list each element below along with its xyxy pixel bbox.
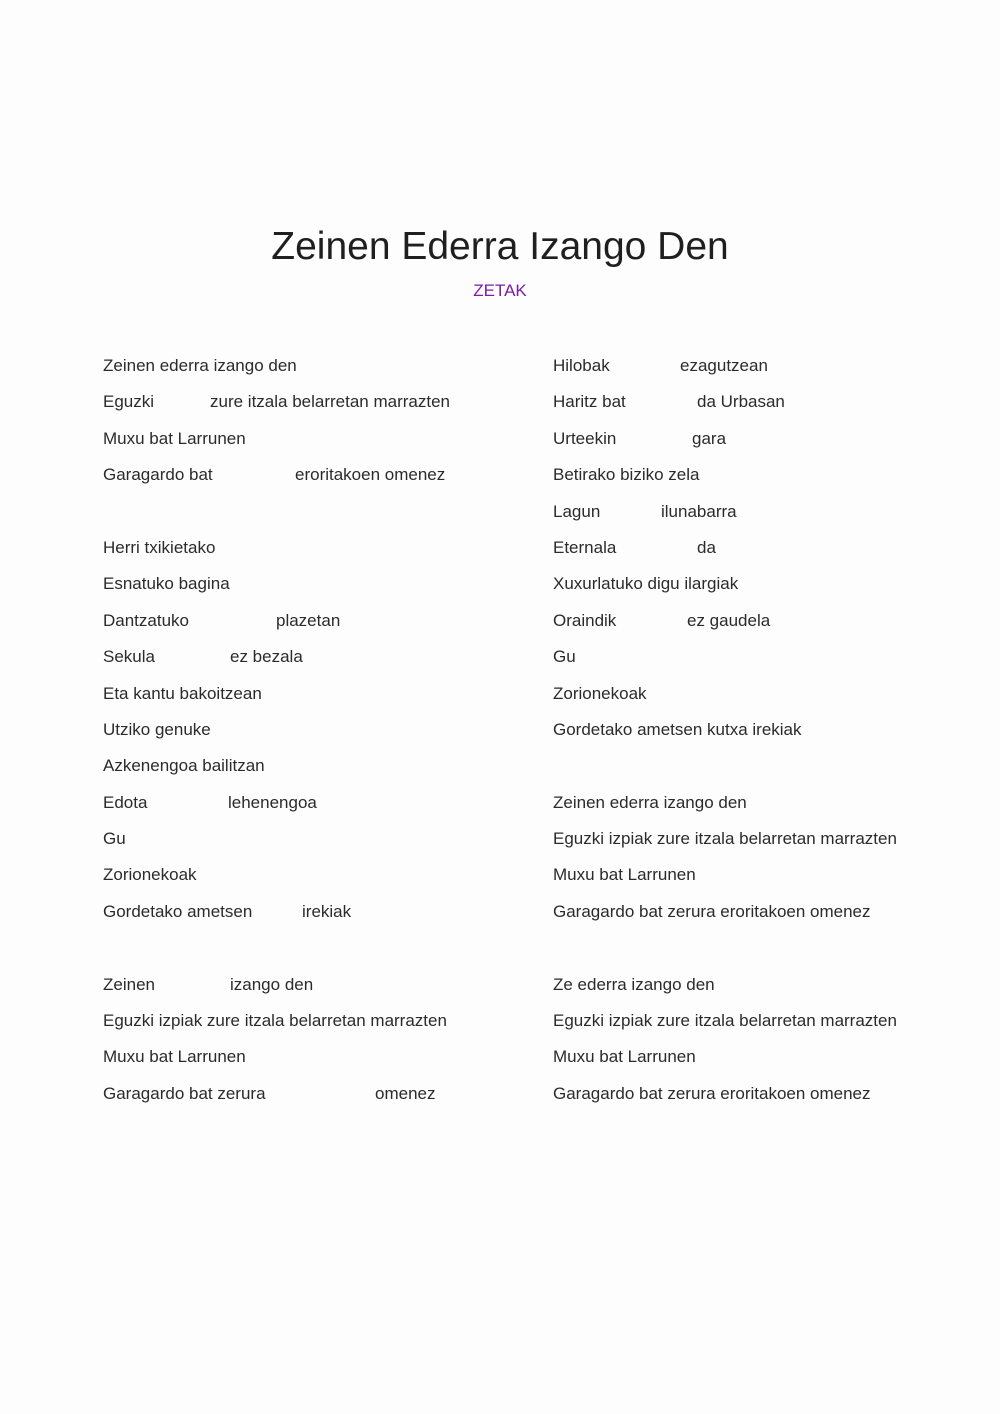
lyric-line: [103, 610, 523, 646]
lyric-spacer: [103, 937, 523, 973]
lyric-line: [103, 1046, 523, 1082]
lyric-text-after-gap: irekiak: [302, 901, 352, 921]
lyric-line: [553, 573, 973, 609]
lyric-text: Herri txikietako: [103, 537, 216, 557]
lyric-line: [103, 464, 523, 500]
lyric-line: [553, 864, 973, 900]
artist-name: ZETAK: [473, 281, 527, 300]
lyric-line: [553, 1010, 973, 1046]
lyric-line: [103, 1010, 523, 1046]
lyric-text: Gordetako ametsen kutxa irekiak: [553, 719, 802, 739]
lyric-line: [553, 901, 973, 937]
lyric-text: Haritz bat: [553, 392, 626, 412]
lyric-text: Dantzatuko: [103, 610, 189, 630]
lyric-line: [103, 428, 523, 464]
lyric-line: [553, 828, 973, 864]
lyric-line: [553, 428, 973, 464]
lyric-text: Gu: [553, 647, 576, 667]
lyric-line: [553, 1083, 973, 1119]
lyric-line: [103, 391, 523, 427]
lyric-text: Muxu bat Larrunen: [553, 865, 696, 885]
lyric-line: [553, 974, 973, 1010]
lyric-text: Muxu bat Larrunen: [553, 1047, 696, 1067]
lyric-text: Eguzki izpiak zure itzala belarretan marrazten: [103, 1011, 447, 1031]
lyric-text-after-gap: gara: [692, 428, 727, 448]
lyric-text: Urteekin: [553, 428, 617, 448]
lyric-text: Esnatuko bagina: [103, 574, 230, 594]
lyric-line: [103, 901, 523, 937]
lyric-line: [103, 1083, 523, 1119]
lyric-text: Lagun: [553, 501, 601, 521]
lyric-line: [553, 501, 973, 537]
lyric-line: [103, 646, 523, 682]
lyric-line: [553, 792, 973, 828]
lyric-line: [553, 391, 973, 427]
lyric-spacer: [553, 937, 973, 973]
lyric-text-after-gap: da: [697, 537, 716, 557]
lyric-line: [103, 719, 523, 755]
lyric-text: Xuxurlatuko digu ilargiak: [553, 574, 739, 594]
lyric-line: [103, 537, 523, 573]
lyric-text: Garagardo bat zerura eroritakoen omenez: [553, 1083, 871, 1103]
lyric-text: Zorionekoak: [553, 683, 647, 703]
lyric-text: Garagardo bat zerura: [103, 1083, 266, 1103]
lyric-line: [103, 683, 523, 719]
lyric-text-after-gap: izango den: [230, 974, 314, 994]
lyrics-column-left: [103, 355, 523, 1119]
lyric-line: [103, 573, 523, 609]
lyric-line: [553, 610, 973, 646]
lyric-text: Gordetako ametsen: [103, 901, 253, 921]
lyric-line: [103, 755, 523, 791]
lyric-text-after-gap: lehenengoa: [228, 792, 317, 812]
lyric-text-after-gap: ilunabarra: [661, 501, 737, 521]
lyric-text: Zeinen: [103, 974, 155, 994]
lyric-line: [553, 464, 973, 500]
lyric-line: [553, 683, 973, 719]
lyric-line: [553, 646, 973, 682]
lyric-text: Hilobak: [553, 356, 610, 375]
lyric-line: [103, 864, 523, 900]
lyric-text-after-gap: ezagutzean: [680, 356, 768, 375]
lyric-text-after-gap: ez gaudela: [687, 610, 771, 630]
lyric-line: [103, 792, 523, 828]
song-title: Zeinen Ederra Izango Den: [271, 225, 729, 268]
lyric-text: Zorionekoak: [103, 865, 197, 885]
lyric-text: Eguzki izpiak zure itzala belarretan marrazten: [553, 1011, 897, 1031]
lyric-text: Edota: [103, 792, 148, 812]
lyric-text-after-gap: zure itzala belarretan marrazten: [210, 392, 451, 412]
lyric-text: Sekula: [103, 647, 155, 667]
lyric-text-after-gap: da Urbasan: [697, 392, 785, 412]
lyric-text: Garagardo bat zerura eroritakoen omenez: [553, 901, 871, 921]
lyric-text-after-gap: ez bezala: [230, 647, 303, 667]
lyric-line: [553, 537, 973, 573]
lyric-line: [553, 1046, 973, 1082]
lyric-text: Eguzki: [103, 392, 155, 412]
lyric-line: [103, 355, 523, 391]
lyric-text-after-gap: omenez: [375, 1083, 436, 1103]
lyric-line: [103, 974, 523, 1010]
lyric-text: Zeinen ederra izango den: [103, 356, 297, 375]
lyric-text: Gu: [103, 829, 126, 849]
lyric-text: Muxu bat Larrunen: [103, 428, 246, 448]
lyric-text: Eta kantu bakoitzean: [103, 683, 262, 703]
lyric-text: Muxu bat Larrunen: [103, 1047, 246, 1067]
lyric-line: [553, 719, 973, 755]
lyric-line: [553, 355, 973, 391]
lyrics-column-right: [553, 355, 973, 1119]
lyric-text: Ze ederra izango den: [553, 974, 715, 994]
lyric-text: Betirako biziko zela: [553, 465, 700, 485]
lyric-text: Eguzki izpiak zure itzala belarretan marrazten: [553, 829, 897, 849]
lyric-text: Utziko genuke: [103, 719, 211, 739]
lyric-text-after-gap: eroritakoen omenez: [295, 465, 446, 485]
lyric-line: [103, 828, 523, 864]
lyric-text-after-gap: plazetan: [276, 610, 341, 630]
lyric-text: Zeinen ederra izango den: [553, 792, 747, 812]
lyric-spacer: [103, 501, 523, 537]
lyric-text: Eternala: [553, 537, 617, 557]
lyric-spacer: [553, 755, 973, 791]
lyric-text: Oraindik: [553, 610, 617, 630]
lyric-text: Azkenengoa bailitzan: [103, 756, 265, 776]
lyric-text: Garagardo bat: [103, 465, 213, 485]
